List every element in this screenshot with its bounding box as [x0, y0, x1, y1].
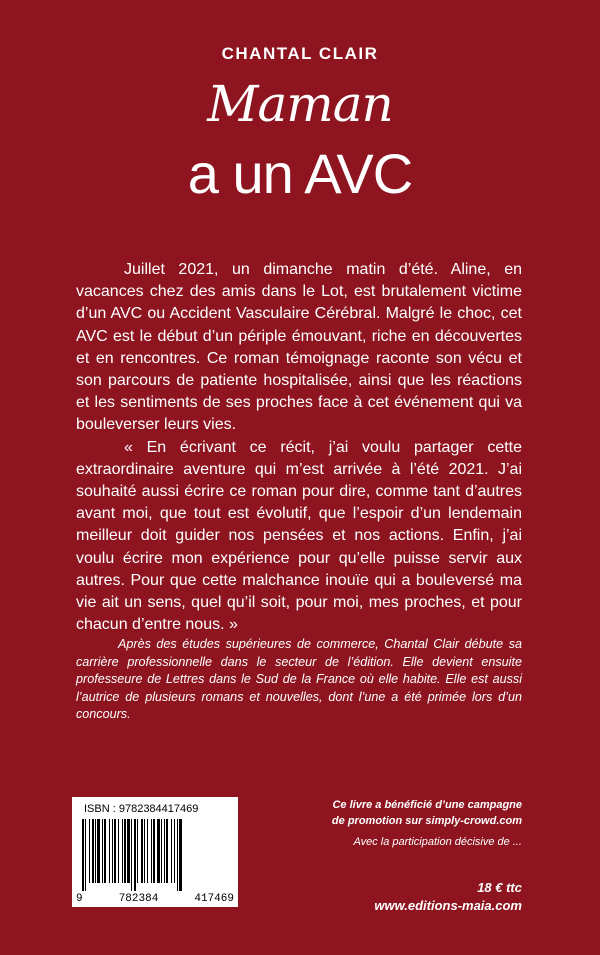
synopsis-paragraph-2: « En écrivant ce récit, j’ai voulu partager cette extraordinaire aventure qui m’est arrivée à l’été 2021. J’ai souhaité aussi écrire ce roman pour dire, comme tant d’autres avant moi, que tout est évolutif, que l’espoir d’un lendemain meilleur doit guider nos pensées et nos actions. Enfin, j’ai voulu écrire mon expérience pour qu’elle puisse servir aux autres. Pour que cette malchance inouïe qui a bouleversé ma vie ait un sens, quel qu’il soit, pour moi, mes proches, et pour chacun d’entre nous. » [76, 438, 522, 634]
book-title-line1: Maman [207, 75, 393, 133]
barcode-bar [112, 819, 113, 883]
barcode-bar [124, 819, 126, 883]
synopsis-paragraph-1: Juillet 2021, un dimanche matin d’été. Aline, en vacances chez des amis dans le Lot, est brutalement victime d’un AVC ou Accident Vasculaire Cérébral. Malgré le choc, cet AVC est le début d’un périple émouvant, riche en découvertes et en rencontres. Ce roman témoignage raconte son vécu et son parcours de patiente hospitalisée, ainsi que les réactions et les sentiments de ses proches face à cet événement qui va bouleverser leurs vies. [76, 261, 522, 434]
barcode-bar [144, 819, 145, 883]
barcode-bar [147, 819, 148, 883]
barcode-bar [141, 819, 143, 883]
barcode-bar [97, 819, 100, 883]
barcode-bar [95, 819, 96, 883]
barcode-bar [118, 819, 119, 883]
price: 18 € ttc [477, 880, 522, 895]
author-bio: Après des études supérieures de commerce, Chantal Clair débute sa carrière professionnelle dans le secteur de l’édition. Elle devient ensuite professeure de Lettres dans le Sud de la France où elle habite. Elle est aussi l’autrice de plusieurs romans et nouvelles, dont l’une a été primée lors d’un concours. [76, 637, 522, 721]
barcode-bar [171, 819, 172, 883]
barcode-bar [122, 819, 123, 883]
barcode-bar [131, 819, 132, 891]
promo-line-2: de promotion sur simply-crowd.com [331, 815, 522, 827]
barcode-bar [161, 819, 162, 883]
publisher-website: www.editions-maia.com [374, 898, 522, 913]
promo-text [300, 797, 522, 829]
barcode-bar [157, 819, 160, 883]
barcode-bar [102, 819, 103, 883]
barcode-bar [114, 819, 116, 883]
barcode-digits [76, 893, 234, 905]
barcode-digit-group-1: 782384 [118, 893, 159, 905]
promo-line-1: Ce livre a bénéficié d’une campagne [332, 799, 522, 811]
barcode-bar [179, 819, 182, 891]
barcode-box [72, 797, 238, 907]
isbn-label: ISBN : 9782384417469 [84, 803, 199, 815]
barcode-bar [109, 819, 110, 883]
synopsis [76, 259, 522, 636]
barcode-bar [134, 819, 136, 891]
barcode-bar [174, 819, 175, 883]
book-title-line2: a un AVC [187, 142, 413, 205]
barcode-digit-group-2: 417469 [194, 893, 234, 905]
barcode-bar [164, 819, 165, 883]
barcode-bar [92, 819, 94, 883]
barcode-bar [137, 819, 138, 883]
barcode-bar [177, 819, 178, 891]
author-name: CHANTAL CLAIR [221, 44, 379, 63]
barcode-bar [104, 819, 106, 883]
barcode-digit-first: 9 [76, 893, 83, 905]
barcode-bar [89, 819, 90, 883]
participation-text: Avec la participation décisive de ... [353, 836, 522, 848]
barcode-bar [153, 819, 155, 883]
barcode-bar [151, 819, 152, 883]
barcode-bar [127, 819, 130, 883]
barcode-bar [166, 819, 168, 883]
barcode-bar [82, 819, 84, 891]
barcode-bar [85, 819, 86, 891]
barcode-icon [80, 819, 230, 891]
